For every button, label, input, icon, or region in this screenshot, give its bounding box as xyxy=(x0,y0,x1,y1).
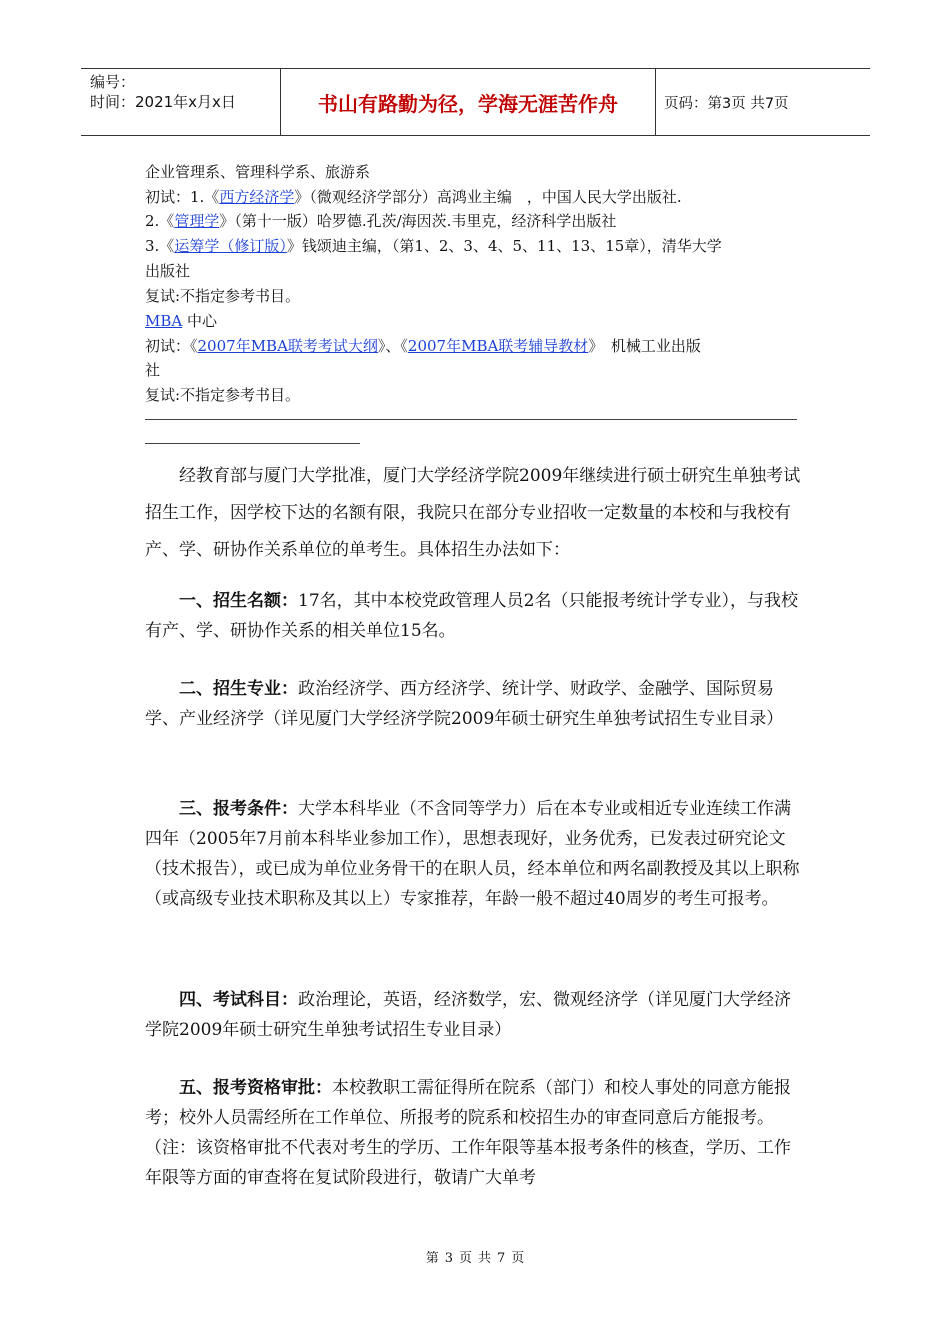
book-line-3-cont: 出版社 xyxy=(145,262,191,280)
section-text: 本校教职工需征得所在院系（部门）和校人事处的同意方能报考；校外人员需经所在工作单位、所报考的院系和校招生办的审查同意后方能报考。（注：该资格审批不代表对考生的学历、工作年限等基本报考条件的核查，学历、工作年限等方面的审查将在复试阶段进行，敬请广大单考 xyxy=(145,1078,791,1188)
section-majors xyxy=(145,674,805,734)
footer-total-pages: 7 xyxy=(497,1251,506,1266)
section-text: 政治经济学、西方经济学、统计学、财政学、金融学、国际贸易学、产业经济学（详见厦门大学经济学院2009年硕士研究生单独考试招生专业目录） xyxy=(145,679,784,729)
header-motto: 书山有路勤为径，学海无涯苦作舟 xyxy=(318,91,618,116)
mba-heading: MBA 中心 xyxy=(145,312,218,330)
separator-rule-short xyxy=(145,443,360,444)
section-text: 17名，其中本校党政管理人员2名（只能报考统计学专业），与我校有产、学、研协作关系的相关单位15名。 xyxy=(145,591,798,641)
book-line-2: 2.《管理学》（第十一版）哈罗德.孔茨/海因茨.韦里克，经济科学出版社 xyxy=(145,212,617,230)
section-title: 五、报考资格审批： xyxy=(179,1078,332,1098)
section-title: 二、招生专业： xyxy=(179,679,298,699)
retest-note-1: 复试:不指定参考书目。 xyxy=(145,287,301,305)
book-link-operations-research[interactable]: 运筹学（修订版） xyxy=(174,237,287,255)
section-quota xyxy=(145,586,805,646)
book-link-western-economics[interactable]: 西方经济学 xyxy=(219,188,295,206)
section-title: 三、报考条件： xyxy=(179,799,298,819)
book-link-management[interactable]: 管理学 xyxy=(174,212,220,230)
header-divider-left xyxy=(280,68,281,136)
header-page-label: 页码：第3页 共7页 xyxy=(664,95,789,112)
section-subjects xyxy=(145,985,805,1045)
mba-syllabus-link[interactable]: 2007年MBA联考考试大纲 xyxy=(197,337,378,355)
header-divider-right xyxy=(655,68,656,136)
mba-link[interactable]: MBA xyxy=(145,312,183,330)
header-meta xyxy=(90,72,236,112)
intro-paragraph: 经教育部与厦门大学批准，厦门大学经济学院2009年继续进行硕士研究生单独考试招生工作，因学校下达的名额有限，我院只在部分专业招收一定数量的本校和与我校有产、学、研协作关系单位的单考生。具体招生办法如下： xyxy=(145,466,801,560)
mba-books-cont: 社 xyxy=(145,361,161,379)
mba-textbook-link[interactable]: 2007年MBA联考辅导教材 xyxy=(407,337,589,355)
header-time: 时间：2021年x月x日 xyxy=(90,93,236,111)
section-requirements xyxy=(145,794,805,914)
section-title: 一、招生名额： xyxy=(179,591,298,611)
section-text: 政治理论，英语，经济数学，宏、微观经济学（详见厦门大学经济学院2009年硕士研究生单独考试招生专业目录） xyxy=(145,990,791,1040)
footer-page-number: 3 xyxy=(444,1251,453,1266)
header-number: 编号： xyxy=(90,73,136,91)
mba-books-line: 初试：《2007年MBA联考考试大纲》、《2007年MBA联考辅导教材》 机械工业出版 xyxy=(145,337,701,355)
page-footer: 第 3 页 共 7 页 xyxy=(425,1251,525,1266)
book-line-3: 3.《运筹学（修订版）》钱颂迪主编，（第1、2、3、4、5、11、13、15章），清华大学 xyxy=(145,237,722,255)
retest-note-2: 复试:不指定参考书目。 xyxy=(145,386,301,404)
separator-rule-long xyxy=(145,419,797,420)
section-qualification xyxy=(145,1073,805,1193)
book-line-1: 初试：1.《西方经济学》（微观经济学部分）高鸿业主编 ，中国人民大学出版社. xyxy=(145,188,682,206)
section-title: 四、考试科目： xyxy=(179,990,298,1010)
dept-line: 企业管理系、管理科学系、旅游系 xyxy=(145,163,371,181)
section-text: 大学本科毕业（不含同等学力）后在本专业或相近专业连续工作满四年（2005年7月前本科毕业参加工作），思想表现好，业务优秀，已发表过研究论文（技术报告），或已成为单位业务骨干的在职人员，经本单位和两名副教授及其以上职称（或高级专业技术职称及其以上）专家推荐，年龄一般不超过40周岁的考生可报考。 xyxy=(145,799,800,909)
